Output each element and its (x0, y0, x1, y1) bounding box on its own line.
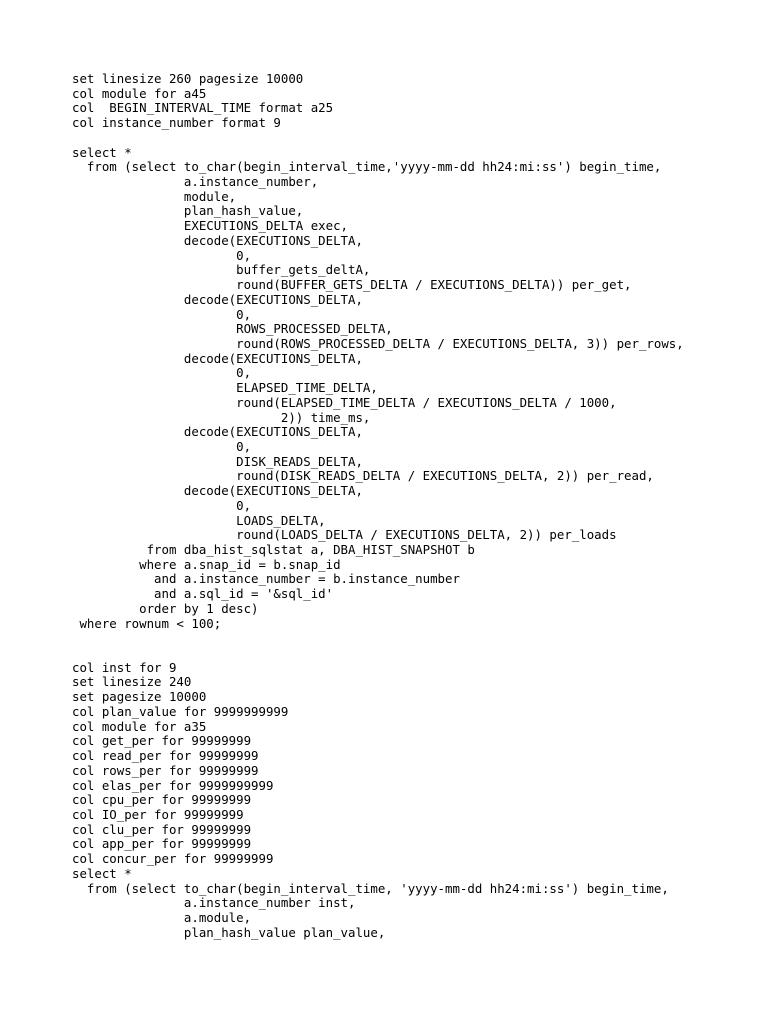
code-line: EXECUTIONS_DELTA exec, (72, 218, 349, 234)
code-line: order by 1 desc) (72, 600, 259, 616)
code-line: select * (72, 144, 132, 160)
code-line: col rows_per for 99999999 (72, 762, 259, 778)
code-line: col clu_per for 99999999 (72, 821, 252, 837)
code-line: col plan_value for 9999999999 (72, 703, 289, 719)
code-line: and a.sql_id = '&sql_id' (72, 586, 334, 602)
code-line: round(LOADS_DELTA / EXECUTIONS_DELTA, 2)) per_loads (72, 527, 617, 543)
code-line (72, 131, 684, 146)
code-line: round(DISK_READS_DELTA / EXECUTIONS_DELTA, 2)) per_read, (72, 468, 654, 484)
code-line: decode(EXECUTIONS_DELTA, (72, 291, 363, 307)
code-line: 0, (72, 247, 252, 263)
code-line: col BEGIN_INTERVAL_TIME format a25 (72, 100, 334, 116)
code-line: ROWS_PROCESSED_DELTA, (72, 321, 393, 337)
code-line: plan_hash_value, (72, 203, 304, 219)
code-line (72, 646, 684, 661)
code-line: decode(EXECUTIONS_DELTA, (72, 424, 363, 440)
code-line: col concur_per for 99999999 (72, 851, 274, 867)
code-line: plan_hash_value plan_value, (72, 924, 386, 940)
code-line: LOADS_DELTA, (72, 512, 326, 528)
code-line: decode(EXECUTIONS_DELTA, (72, 350, 363, 366)
code-line: col inst for 9 (72, 659, 177, 675)
code-line: 0, (72, 306, 252, 322)
code-line: col module for a45 (72, 85, 207, 101)
code-line: col instance_number format 9 (72, 115, 281, 131)
code-line: and a.instance_number = b.instance_number (72, 571, 460, 587)
code-line: buffer_gets_deltA, (72, 262, 371, 278)
code-line: decode(EXECUTIONS_DELTA, (72, 232, 363, 248)
sql-code-block (72, 72, 684, 940)
code-line: 0, (72, 438, 252, 454)
code-line: round(ROWS_PROCESSED_DELTA / EXECUTIONS_DELTA, 3)) per_rows, (72, 335, 684, 351)
code-line: col app_per for 99999999 (72, 836, 252, 852)
code-line (72, 631, 684, 646)
code-line: select * (72, 865, 132, 881)
code-line: set pagesize 10000 (72, 689, 207, 705)
code-line: from (select to_char(begin_interval_time, 'yyyy-mm-dd hh24:mi:ss') begin_time, (72, 880, 669, 896)
code-line: 2)) time_ms, (72, 409, 371, 425)
code-line: 0, (72, 365, 252, 381)
code-line: col read_per for 99999999 (72, 748, 259, 764)
code-line: a.instance_number, (72, 174, 319, 190)
code-line: where rownum < 100; (72, 615, 222, 631)
code-line: set linesize 260 pagesize 10000 (72, 71, 304, 86)
code-line: col get_per for 99999999 (72, 733, 252, 749)
code-line: round(BUFFER_GETS_DELTA / EXECUTIONS_DELTA)) per_get, (72, 277, 632, 293)
code-line: module, (72, 188, 237, 204)
code-line: col module for a35 (72, 718, 207, 734)
code-line: col elas_per for 9999999999 (72, 777, 274, 793)
code-line: col IO_per for 99999999 (72, 806, 244, 822)
code-line: a.instance_number inst, (72, 895, 356, 911)
code-line: where a.snap_id = b.snap_id (72, 556, 341, 572)
code-line: decode(EXECUTIONS_DELTA, (72, 483, 363, 499)
code-line: a.module, (72, 909, 252, 925)
code-line: 0, (72, 497, 252, 513)
code-line: col cpu_per for 99999999 (72, 792, 252, 808)
code-line: ELAPSED_TIME_DELTA, (72, 380, 378, 396)
code-line: set linesize 240 (72, 674, 192, 690)
code-line: DISK_READS_DELTA, (72, 453, 363, 469)
code-line: from (select to_char(begin_interval_time,'yyyy-mm-dd hh24:mi:ss') begin_time, (72, 159, 662, 175)
code-line: round(ELAPSED_TIME_DELTA / EXECUTIONS_DELTA / 1000, (72, 394, 617, 410)
code-line: from dba_hist_sqlstat a, DBA_HIST_SNAPSHOT b (72, 542, 475, 557)
